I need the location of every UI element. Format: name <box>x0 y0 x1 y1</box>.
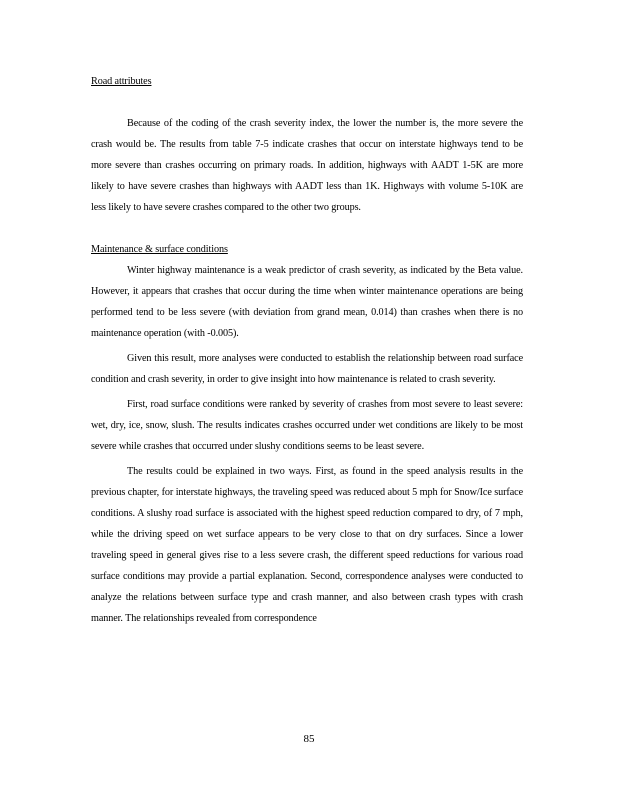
page-body <box>91 71 523 629</box>
section-maintenance <box>91 239 523 260</box>
paragraph-winter-maintenance: Winter highway maintenance is a weak predictor of crash severity, as indicated by the Beta value. However, it appears that crashes that occur during the time when winter maintenance operations are being performed tend to be less severe (with deviation from grand mean, 0.014) than crashes when there is no maintenance operation (with -0.005). <box>91 265 523 339</box>
section-heading-road-attributes: Road attributes <box>91 76 152 87</box>
paragraph-road-attributes: Because of the coding of the crash severity index, the lower the number is, the more severe the crash would be. The results from table 7-5 indicate crashes that occur on interstate highways tend to be more severe than crashes occurring on primary roads. In addition, highways with AADT 1-5K are more likely to have severe crashes than highways with AADT less than 1K. Highways with volume 5-10K are less likely to have severe crashes compared to the other two groups. <box>91 118 523 213</box>
paragraph-explanation: The results could be explained in two ways. First, as found in the speed analysis results in the previous chapter, for interstate highways, the traveling speed was reduced about 5 mph for Snow/Ice surface conditions. A slushy road surface is associated with the highest speed reduction compared to dry, of 7 mph, while the driving speed on wet surface appears to be very close to that on dry surfaces. Since a lower traveling speed in general gives rise to a less severe crash, the different speed reductions for various road surface conditions may provide a partial explanation. Second, correspondence analyses were conducted to analyze the relations between surface type and crash manner, and also between crash types with crash manner. The relationships revealed from correspondence <box>91 466 523 624</box>
section-road-attributes <box>91 71 523 92</box>
section-heading-maintenance: Maintenance & surface conditions <box>91 244 228 255</box>
page-number: 85 <box>303 733 315 745</box>
paragraph-surface-ranking: First, road surface conditions were ranked by severity of crashes from most severe to least severe: wet, dry, ice, snow, slush. The results indicates crashes occurred under wet conditions are likely to be most severe while crashes that occurred under slushy conditions seems to be least severe. <box>91 399 523 452</box>
paragraph-further-analyses: Given this result, more analyses were conducted to establish the relationship between road surface condition and crash severity, in order to give insight into how maintenance is related to crash severity. <box>91 353 523 385</box>
